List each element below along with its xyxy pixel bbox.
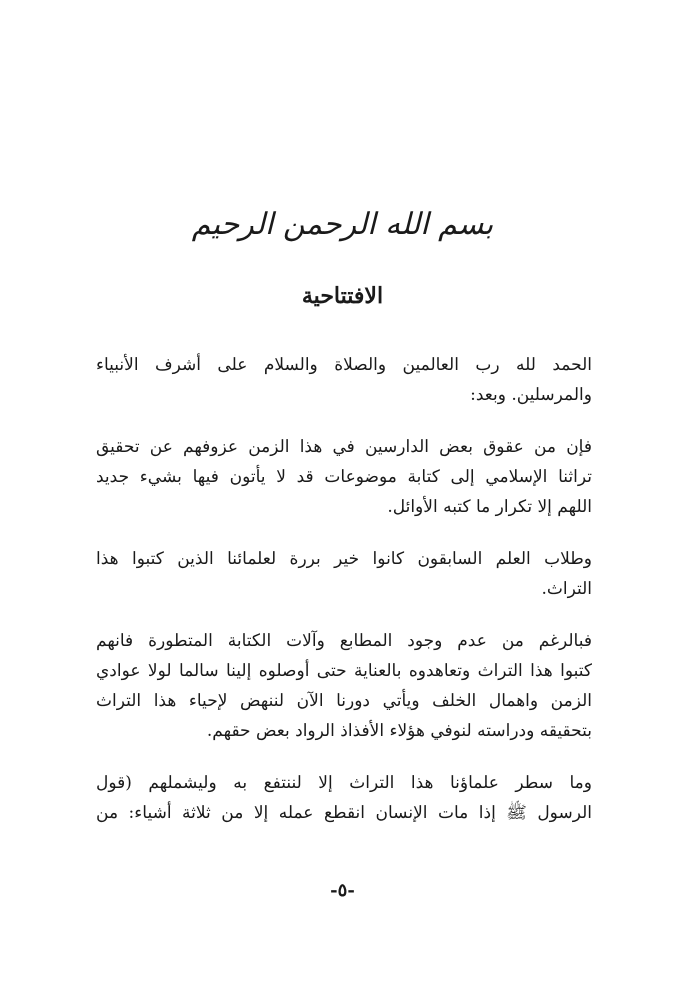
- paragraph: [96, 432, 592, 522]
- text-line: الحمد لله رب العالمين والصلاة والسلام على أشرف الأنبياء: [96, 355, 592, 375]
- text-line: بتحقيقه ودراسته لنوفي هؤلاء الأفذاذ الرواد بعض حقهم.: [206, 721, 592, 741]
- body-text: [96, 350, 592, 850]
- text-line: كتبوا هذا التراث وتعاهدوه بالعناية حتى أوصلوه إلينا سالما لولا عوادي: [96, 661, 592, 681]
- paragraph: [96, 350, 592, 410]
- text-line: التراث.: [541, 579, 592, 599]
- paragraph: [96, 626, 592, 746]
- text-line: الرسول ﷺ إذا مات الإنسان انقطع عمله إلا من ثلاثة أشياء: من: [96, 803, 592, 823]
- text-line: وطلاب العلم السابقون كانوا خير بررة لعلمائنا الذين كتبوا هذا: [96, 549, 592, 569]
- paragraph: [96, 544, 592, 604]
- text-line: والمرسلين. وبعد:: [470, 385, 592, 405]
- paragraph: [96, 768, 592, 828]
- text-line: الزمن واهمال الخلف ويأتي دورنا الآن لننهض لإحياء هذا التراث: [96, 691, 592, 711]
- basmala-calligraphy: بسم الله الرحمن الرحيم: [191, 207, 494, 242]
- text-line: فإن من عقوق بعض الدارسين في هذا الزمن عزوفهم عن تحقيق: [96, 437, 592, 457]
- page-title: الافتتاحية: [301, 283, 384, 309]
- text-line: وما سطر علماؤنا هذا التراث إلا لننتفع به وليشملهم (قول: [96, 773, 592, 793]
- text-line: فبالرغم من عدم وجود المطابع وآلات الكتابة المتطورة فانهم: [96, 631, 592, 651]
- text-line: اللهم إلا تكرار ما كتبه الأوائل.: [387, 497, 592, 517]
- page-number: -٥-: [330, 880, 355, 901]
- text-line: تراثنا الإسلامي إلى كتابة موضوعات قد لا يأتون فيها بشيء جديد: [96, 467, 592, 487]
